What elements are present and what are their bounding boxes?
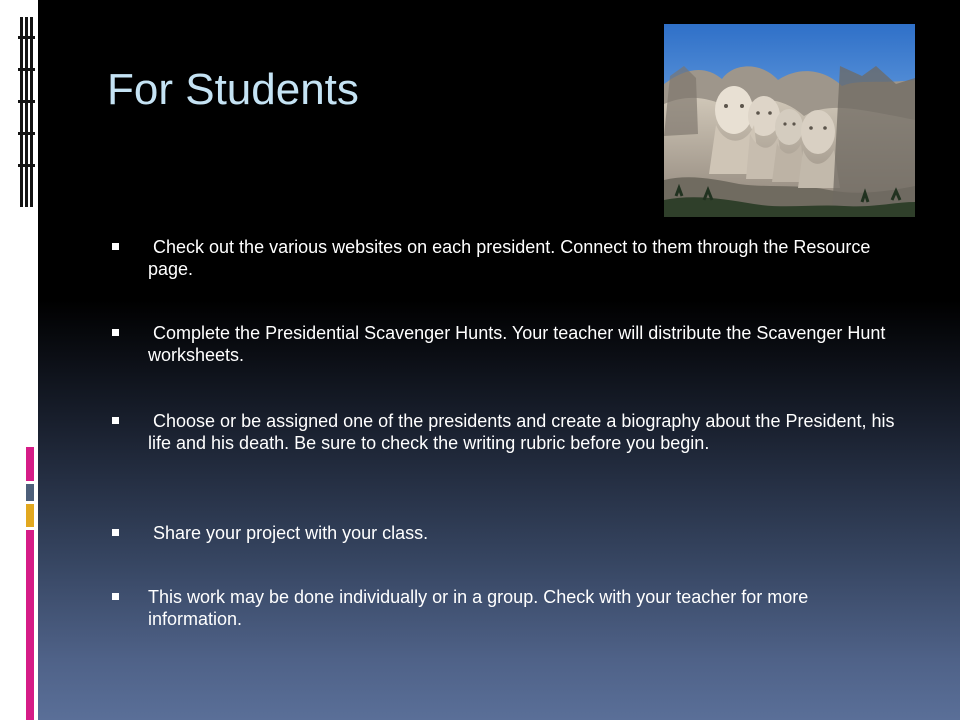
list-item bbox=[112, 236, 902, 280]
accent-gold-bar bbox=[26, 504, 34, 527]
decorative-left-strip bbox=[0, 0, 38, 720]
square-bullet-icon bbox=[112, 417, 119, 424]
bullet-text: Check out the various websites on each president. Connect to them through the Resource page. bbox=[148, 237, 876, 279]
bullet-text: Complete the Presidential Scavenger Hunts. Your teacher will distribute the Scavenger Hunt worksheets. bbox=[148, 323, 891, 365]
list-item bbox=[112, 522, 902, 544]
square-bullet-icon bbox=[112, 593, 119, 600]
bullet-text: Share your project with your class. bbox=[148, 523, 429, 543]
list-item bbox=[112, 410, 902, 454]
strip-horizontal-line bbox=[18, 68, 35, 71]
accent-pink-bar-bottom bbox=[26, 530, 34, 720]
strip-horizontal-line bbox=[18, 100, 35, 103]
square-bullet-icon bbox=[112, 529, 119, 536]
strip-line bbox=[25, 17, 28, 207]
strip-horizontal-line bbox=[18, 164, 35, 167]
mount-rushmore-photo bbox=[664, 24, 915, 217]
strip-horizontal-line bbox=[18, 132, 35, 135]
list-item bbox=[112, 322, 902, 366]
bullet-text: This work may be done individually or in a group. Check with your teacher for more information. bbox=[148, 587, 814, 629]
accent-pink-bar bbox=[26, 447, 34, 481]
slide-title: For Students bbox=[107, 65, 359, 114]
list-item bbox=[112, 586, 902, 630]
square-bullet-icon bbox=[112, 329, 119, 336]
bullet-text: Choose or be assigned one of the presidents and create a biography about the President, his life and his death. Be sure to check the writing rubric before you begin. bbox=[148, 411, 900, 453]
strip-line bbox=[20, 17, 23, 207]
accent-gray-bar bbox=[26, 484, 34, 501]
photo-illustration bbox=[664, 24, 915, 217]
strip-horizontal-line bbox=[18, 36, 35, 39]
strip-line bbox=[30, 17, 33, 207]
square-bullet-icon bbox=[112, 243, 119, 250]
